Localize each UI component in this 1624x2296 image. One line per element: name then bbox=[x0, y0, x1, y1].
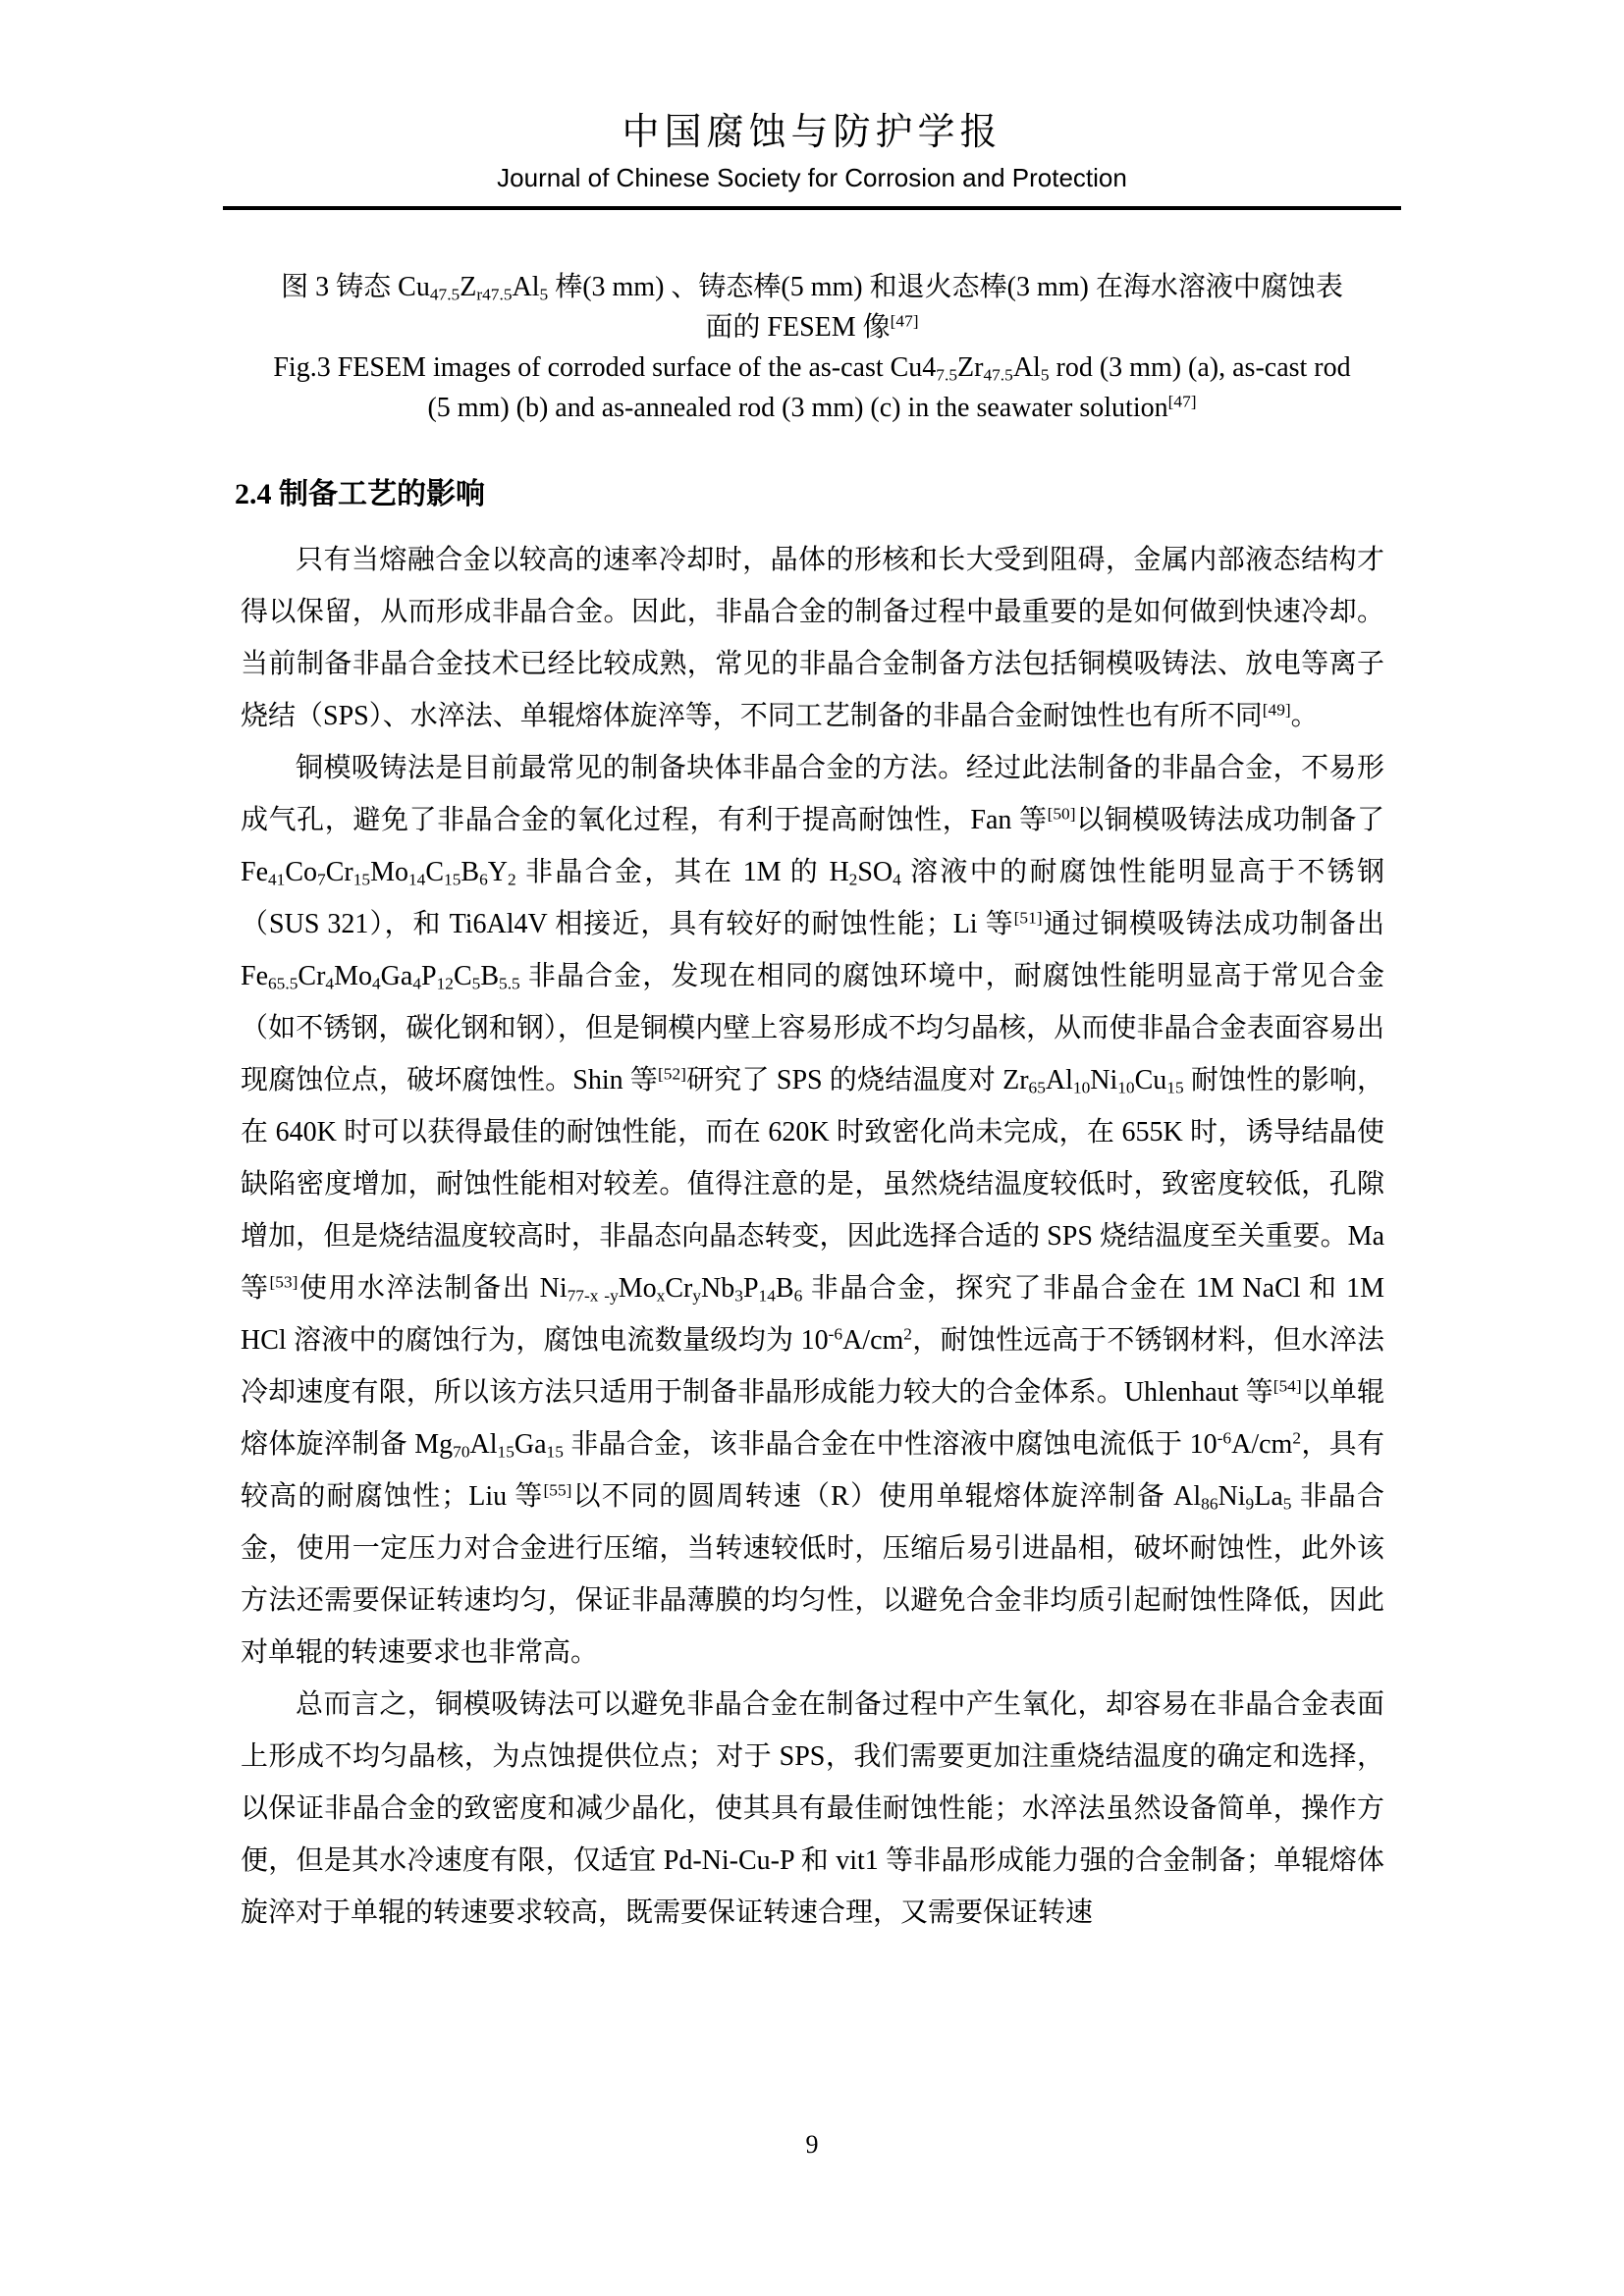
text-column bbox=[235, 475, 1384, 1939]
figure-caption bbox=[211, 267, 1413, 428]
figure-caption-zh-line-1: 图 3 铸态 $Cu_{47.5}Z_{r47.5}Al_5$ 棒(3 mm) 、铸态棒(5 mm) 和退火态棒(3 mm) 在海水溶液中腐蚀表 bbox=[281, 272, 1343, 304]
figure-caption-en-line-1: Fig.3 FESEM images of corroded surface of the as-cast $Cu4_{7.5}Zr_{47.5}Al_5$ rod (3 mm) (a), as-cast rod bbox=[273, 352, 1351, 385]
header-divider bbox=[223, 206, 1401, 210]
section-body bbox=[241, 534, 1384, 1939]
figure-caption-en-line-2: (5 mm) (b) and as-annealed rod (3 mm) (c) in the seawater solution[47] bbox=[427, 392, 1197, 423]
journal-title-en: Journal of Chinese Society for Corrosion and Protection bbox=[497, 163, 1127, 192]
body-paragraph: 只有当熔融合金以较高的速率冷却时，晶体的形核和长大受到阻碍，金属内部液态结构才得以保留，从而形成非晶合金。因此，非晶合金的制备过程中最重要的是如何做到快速冷却。当前制备非晶合金技术已经比较成熟，常见的非晶合金制备方法包括铜模吸铸法、放电等离子烧结（SPS）、水淬法、单辊熔体旋淬等，不同工艺制备的非晶合金耐蚀性也有所不同[49]。 bbox=[241, 545, 1384, 731]
journal-header bbox=[0, 0, 1624, 210]
page-number: 9 bbox=[805, 2130, 819, 2159]
body-paragraph: 铜模吸铸法是目前最常见的制备块体非晶合金的方法。经过此法制备的非晶合金，不易形成气孔，避免了非晶合金的氧化过程，有利于提高耐蚀性，Fan 等[50]以铜模吸铸法成功制备了 $Fe_{41}Co_7Cr_{15}Mo_{14}C_{15}B_6Y_2$ 非晶合金，其在 1M 的 $H_2SO_4$ 溶液中的耐腐蚀性能明显高于不锈钢（SUS 321），和 Ti6Al4V 相接近，具有较好的耐蚀性能；Li 等[51]通过铜模吸铸法成功制备出 $Fe_{65.5}Cr_4Mo_4Ga_4P_{12}C_5B_{5.5}$ 非晶合金，发现在相同的腐蚀环境中，耐腐蚀性能明显高于常见合金（如不锈钢，碳化钢和钢），但是铜模内壁上容易形成不均匀晶核，从而使非晶合金表面容易出现腐蚀位点，破坏腐蚀性。Shin 等[52]研究了 SPS 的烧结温度对 $Zr_{65}Al_{10}Ni_{10}Cu_{15}$ 耐蚀性的影响，在 640K 时可以获得最佳的耐蚀性能，而在 620K 时致密化尚未完成，在 655K 时，诱导结晶使缺陷密度增加，耐蚀性能相对较差。值得注意的是，虽然烧结温度较低时，致密度较低，孔隙增加，但是烧结温度较高时，非晶态向晶态转变，因此选择合适的 SPS 烧结温度至关重要。Ma 等[53]使用水淬法制备出 $Ni_{77-x -y}Mo_xCr_yNb_3P_{14}B_6$ 非晶合金，探究了非晶合金在 1M NaCl 和 1M HCl 溶液中的腐蚀行为，腐蚀电流数量级均为 $10^{-6}A/cm^2$，耐蚀性远高于不锈钢材料，但水淬法冷却速度有限，所以该方法只适用于制备非晶形成能力较大的合金体系。Uhlenhaut 等[54]以单辊熔体旋淬制备 $Mg_{70}Al_{15}Ga_{15}$ 非晶合金，该非晶合金在中性溶液中腐蚀电流低于 $10^{-6}A/cm^2$，具有较高的耐腐蚀性；Liu 等[55]以不同的圆周转速（R）使用单辊熔体旋淬制备 $Al_{86}Ni_9La_5$ 非晶合金，使用一定压力对合金进行压缩，当转速较低时，压缩后易引进晶相，破坏耐蚀性，此外该方法还需要保证转速均匀，保证非晶薄膜的均匀性，以避免合金非均质引起耐蚀性降低，因此对单辊的转速要求也非常高。 bbox=[241, 753, 1384, 1668]
body-paragraph: 总而言之，铜模吸铸法可以避免非晶合金在制备过程中产生氧化，却容易在非晶合金表面上形成不均匀晶核，为点蚀提供位点；对于 SPS，我们需要更加注重烧结温度的确定和选择，以保证非晶合金的致密度和减少晶化，使其具有最佳耐蚀性能；水淬法虽然设备简单，操作方便，但是其水冷速度有限，仅适宜 Pd-Ni-Cu-P 和 vit1 等非晶形成能力强的合金制备；单辊熔体旋淬对于单辊的转速要求较高，既需要保证转速合理，又需要保证转速 bbox=[241, 1689, 1384, 1928]
journal-title-zh: 中国腐蚀与防护学报 bbox=[622, 112, 1002, 153]
figure-caption-zh-line-2: 面的 FESEM 像[47] bbox=[705, 311, 919, 343]
section-heading: 2.4 制备工艺的影响 bbox=[235, 478, 485, 510]
